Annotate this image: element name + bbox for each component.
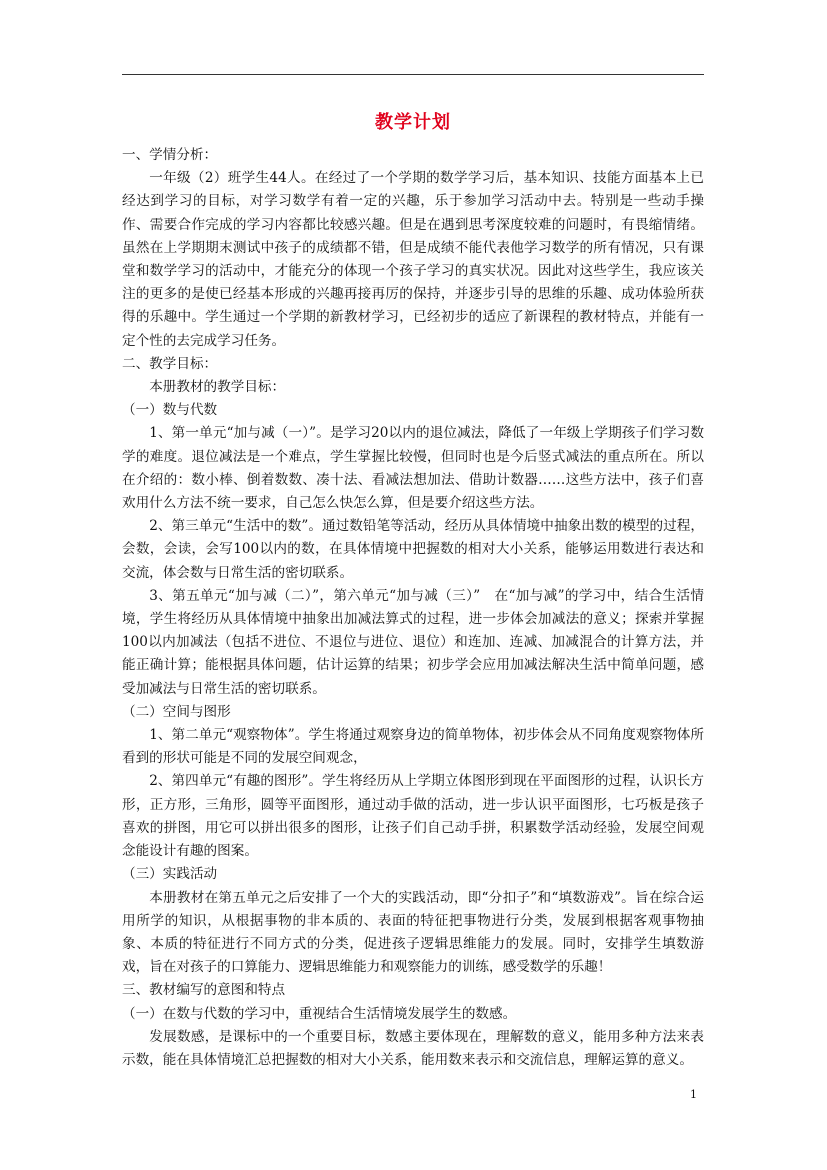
paragraph: 2、第四单元“有趣的图形”。学生将经历从上学期立体图形到现在平面图形的过程，认识长方形，正方形，三角形，圆等平面图形，通过动手做的活动，进一步认识平面图形，七巧板是孩子喜欢的拼图，用它可以拼出很多的图形，让孩子们自己动手拼，积累数学活动经验，发展空间观念能设计有趣的图案。 — [122, 773, 704, 860]
document-body — [122, 144, 704, 1072]
paragraph: 发展数感，是课标中的一个重要目标，数感主要体现在，理解数的意义，能用多种方法来表示数，能在具体情境汇总把握数的相对大小关系，能用数来表示和交流信息，理解运算的意义。 — [122, 1028, 704, 1068]
subheading-space-shapes: （二）空间与图形 — [122, 703, 231, 720]
paragraph: 一年级（2）班学生44人。在经过了一个学期的数学学习后，基本知识、技能方面基本上已经达到学习的目标，对学习数学有着一定的兴趣，乐于参加学习活动中去。特别是一些动手操作、需要合作完成的学习内容都比较感兴趣。但是在遇到思考深度较难的问题时，有畏缩情绪。虽然在上学期期末测试中孩子的成绩都不错，但是成绩不能代表他学习数学的所有情况，只有课堂和数学学习的活动中，才能充分的体现一个孩子学习的真实状况。因此对这些学生，我应该关注的更多的是使已经基本形成的兴趣再接再厉的保持，并逐步引导的思维的乐趣、成功体验所获得的乐趣中。学生通过一个学期的新教材学习，已经初步的适应了新课程的教材特点，并能有一定个性的去完成学习任务。 — [122, 170, 704, 349]
paragraph: 2、第三单元“生活中的数”。通过数铅笔等活动，经历从具体情境中抽象出数的模型的过程，会数，会读，会写100以内的数，在具体情境中把握数的相对大小关系，能够运用数进行表达和交流，体会数与日常生活的密切联系。 — [122, 518, 704, 581]
paragraph: 3、第五单元“加与减（二）”，第六单元“加与减（三）” 在“加与减”的学习中，结合生活情境，学生将经历从具体情境中抽象出加减法算式的过程，进一步体会加减法的意义；探索并掌握100以内加减法（包括不进位、不退位与进位、退位）和连加、连减、加减混合的计算方法，并能正确计算；能根据具体问题，估计运算的结果；初步学会应用加减法解决生活中简单问题，感受加减法与日常生活的密切联系。 — [122, 587, 704, 697]
header-rule — [122, 74, 704, 75]
subheading-practice: （三）实践活动 — [122, 866, 218, 883]
heading-learning-analysis: 一、学情分析： — [122, 147, 218, 163]
page-number: 1 — [690, 1088, 697, 1101]
paragraph: 本册教材的教学目标： — [149, 379, 286, 396]
document-title: 教学计划 — [375, 112, 451, 133]
paragraph: 本册教材在第五单元之后安排了一个大的实践活动，即“分扣子”和“填数游戏”。旨在综合运用所学的知识，从根据事物的非本质的、表面的特征把事物进行分类，发展到根据客观事物抽象、本质的特征进行不同方式的分类，促进孩子逻辑思维能力的发展。同时，安排学生填数游戏，旨在对孩子的口算能力、逻辑思维能力和观察能力的训练，感受数学的乐趣！ — [122, 889, 704, 976]
heading-textbook-intent: 三、教材编写的意图和特点 — [122, 982, 286, 999]
paragraph: 1、第二单元“观察物体”。学生将通过观察身边的简单物体，初步体会从不同角度观察物体所看到的形状可能是不同的发展空间观念， — [122, 727, 704, 767]
subheading-number-algebra: （一）数与代数 — [122, 402, 218, 419]
subheading-number-sense: （一）在数与代数的学习中，重视结合生活情境发展学生的数感。 — [122, 1005, 517, 1022]
paragraph: 1、第一单元“加与减（一）”。是学习20以内的退位减法，降低了一年级上学期孩子们学习数学的难度。退位减法是一个难点，学生掌握比较慢，但同时也是今后竖式减法的重点所在。所以在介绍的：数小棒、倒着数数、凑十法、看减法想加法、借助计数器……这些方法中，孩子们喜欢用什么方法不统一要求，自己怎么快怎么算，但是要介绍这些方法。 — [122, 425, 704, 512]
heading-teaching-goals: 二、教学目标： — [122, 355, 218, 372]
